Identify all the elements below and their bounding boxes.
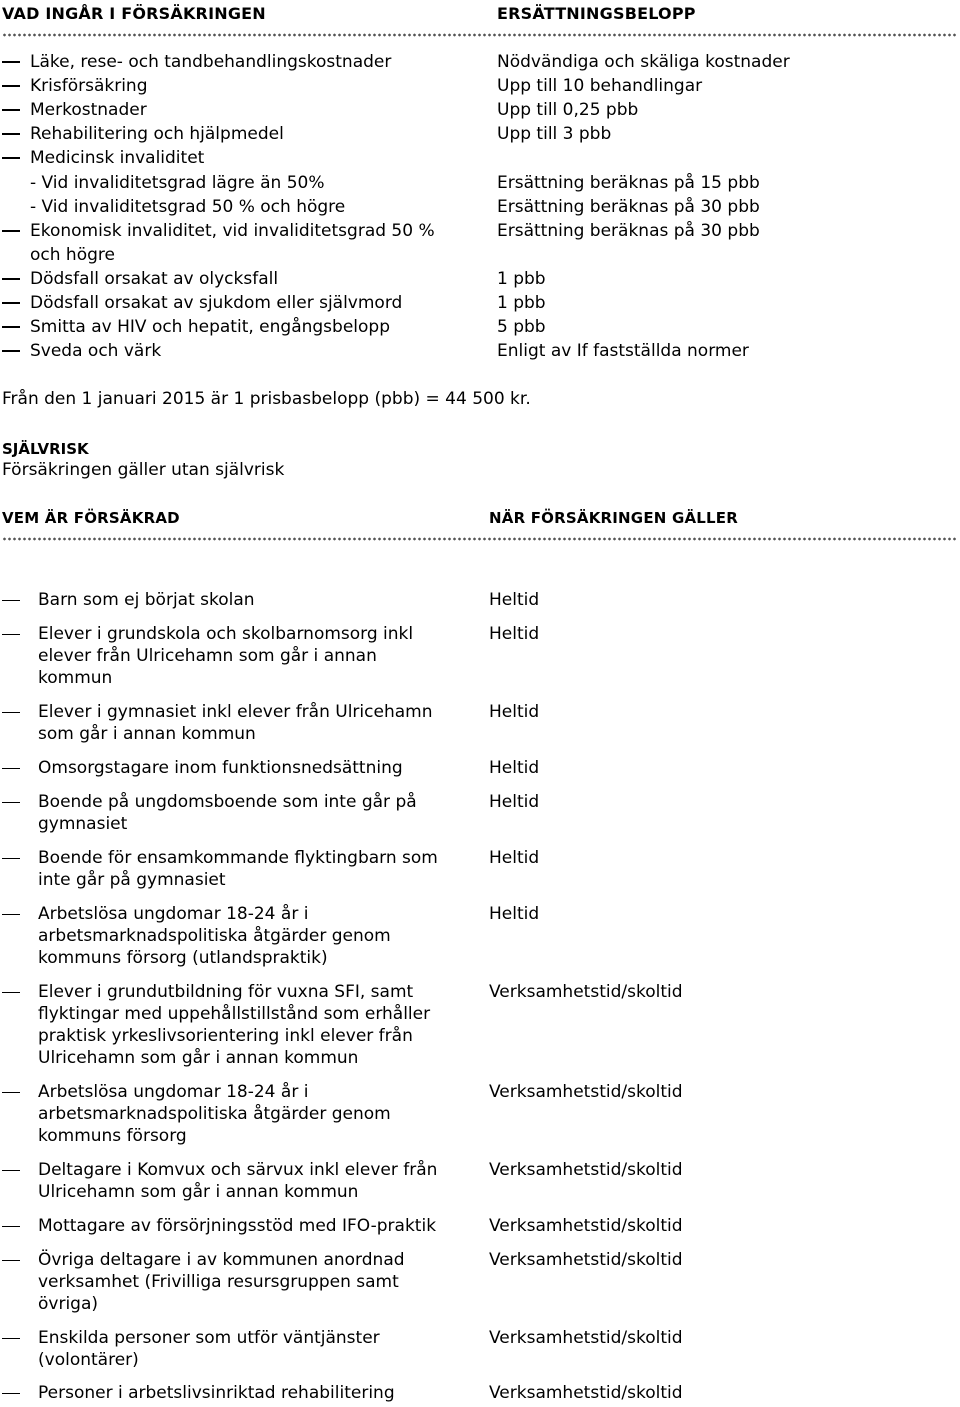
insured-when: Heltid (489, 624, 540, 644)
dash-bullet (2, 634, 20, 635)
insured-when: Verksamhetstid/skoltid (489, 1328, 683, 1348)
insured-label: Arbetslösa ungdomar 18-24 år i arbetsmarknadspolitiska åtgärder genom kommuns försorg (utlandspraktik) (38, 904, 391, 968)
coverage-label: Merkostnader (30, 100, 147, 120)
insured-when: Heltid (489, 904, 540, 924)
deductible-title: SJÄLVRISK (2, 440, 89, 458)
dash-bullet (2, 61, 20, 63)
insured-header (0, 509, 960, 535)
insured-label: Arbetslösa ungdomar 18-24 år i arbetsmarknadspolitiska åtgärder genom kommuns försorg (38, 1082, 391, 1146)
coverage-label: Krisförsäkring (30, 76, 148, 96)
dash-bullet (2, 109, 20, 111)
dash-bullet (2, 768, 20, 769)
insured-label: Boende för ensamkommande flyktingbarn som inte går på gymnasiet (38, 848, 438, 890)
insured-label: Boende på ungdomsboende som inte går på gymnasiet (38, 792, 417, 834)
dash-bullet (2, 1393, 20, 1394)
insured-label: Elever i gymnasiet inkl elever från Ulricehamn som går i annan kommun (38, 702, 433, 744)
coverage-label: Dödsfall orsakat av sjukdom eller självmord (30, 293, 403, 313)
coverage-value: 1 pbb (497, 293, 546, 313)
insured-label: Barn som ej börjat skolan (38, 590, 255, 610)
insured-when: Verksamhetstid/skoltid (489, 982, 683, 1002)
insured-label: Deltagare i Komvux och särvux inkl elever från Ulricehamn som går i annan kommun (38, 1160, 438, 1202)
coverage-label: - Vid invaliditetsgrad lägre än 50% (30, 173, 325, 193)
dash-bullet (2, 1226, 20, 1227)
dash-bullet (2, 230, 20, 232)
coverage-value: Nödvändiga och skäliga kostnader (497, 52, 790, 72)
dash-bullet (2, 914, 20, 915)
coverage-value: Upp till 0,25 pbb (497, 100, 639, 120)
insured-when: Heltid (489, 848, 540, 868)
dash-bullet (2, 326, 20, 328)
coverage-value: Upp till 3 pbb (497, 124, 612, 144)
coverage-label: Ekonomisk invaliditet, vid invaliditetsgrad 50 % (30, 221, 435, 241)
dash-bullet (2, 157, 20, 159)
insured-when: Heltid (489, 758, 540, 778)
insured-when: Verksamhetstid/skoltid (489, 1216, 683, 1236)
coverage-label: Smitta av HIV och hepatit, engångsbelopp (30, 317, 390, 337)
coverage-label-continued: och högre (30, 245, 115, 265)
insured-label: Enskilda personer som utför väntjänster (volontärer) (38, 1328, 380, 1370)
insured-label: Omsorgstagare inom funktionsnedsättning (38, 758, 403, 778)
dash-bullet (2, 1170, 20, 1171)
deductible-text: Försäkringen gäller utan självrisk (2, 460, 285, 480)
coverage-value: 1 pbb (497, 269, 546, 289)
dash-bullet (2, 350, 20, 352)
insured-when: Heltid (489, 590, 540, 610)
insured-when: Heltid (489, 702, 540, 722)
insured-when: Verksamhetstid/skoltid (489, 1383, 683, 1403)
insured-label: Mottagare av försörjningsstöd med IFO-praktik (38, 1216, 437, 1236)
coverage-header-left: VAD INGÅR I FÖRSÄKRINGEN (2, 4, 266, 23)
dash-bullet (2, 1092, 20, 1093)
dash-bullet (2, 278, 20, 280)
dotted-divider (2, 33, 957, 37)
insured-header-left: VEM ÄR FÖRSÄKRAD (2, 509, 180, 527)
coverage-label: Rehabilitering och hjälpmedel (30, 124, 284, 144)
coverage-header (0, 4, 960, 30)
coverage-label: Läke, rese- och tandbehandlingskostnader (30, 52, 392, 72)
coverage-value: Upp till 10 behandlingar (497, 76, 703, 96)
insured-when: Verksamhetstid/skoltid (489, 1250, 683, 1270)
dash-bullet (2, 802, 20, 803)
dash-bullet (2, 1260, 20, 1261)
dotted-divider (2, 537, 957, 541)
coverage-header-right: ERSÄTTNINGSBELOPP (497, 4, 696, 23)
dash-bullet (2, 712, 20, 713)
insured-when: Verksamhetstid/skoltid (489, 1082, 683, 1102)
dash-bullet (2, 85, 20, 87)
coverage-value: 5 pbb (497, 317, 546, 337)
coverage-label: - Vid invaliditetsgrad 50 % och högre (30, 197, 346, 217)
insured-header-right: NÄR FÖRSÄKRINGEN GÄLLER (489, 509, 738, 527)
dash-bullet (2, 600, 20, 601)
insured-when: Verksamhetstid/skoltid (489, 1160, 683, 1180)
dash-bullet (2, 858, 20, 859)
coverage-value: Enligt av If fastställda normer (497, 341, 749, 361)
dash-bullet (2, 302, 20, 304)
coverage-value: Ersättning beräknas på 15 pbb (497, 173, 760, 193)
coverage-value: Ersättning beräknas på 30 pbb (497, 197, 760, 217)
insured-label: Elever i grundskola och skolbarnomsorg inkl elever från Ulricehamn som går i annan kommun (38, 624, 414, 688)
coverage-label: Sveda och värk (30, 341, 162, 361)
insured-label: Elever i grundutbildning för vuxna SFI, samt flyktingar med uppehållstillstånd som erhåller praktisk yrkeslivsorientering inkl elever från Ulricehamn som går i annan kommun (38, 982, 431, 1068)
insured-when: Heltid (489, 792, 540, 812)
dash-bullet (2, 1338, 20, 1339)
insured-label: Övriga deltagare i av kommunen anordnad verksamhet (Frivilliga resursgruppen samt övriga) (38, 1250, 405, 1314)
pbb-note: Från den 1 januari 2015 är 1 prisbasbelopp (pbb) = 44 500 kr. (2, 389, 531, 409)
coverage-label: Dödsfall orsakat av olycksfall (30, 269, 279, 289)
dash-bullet (2, 133, 20, 135)
coverage-value: Ersättning beräknas på 30 pbb (497, 221, 760, 241)
coverage-label: Medicinsk invaliditet (30, 148, 205, 168)
dash-bullet (2, 992, 20, 993)
insured-label: Personer i arbetslivsinriktad rehabilitering (38, 1383, 395, 1403)
